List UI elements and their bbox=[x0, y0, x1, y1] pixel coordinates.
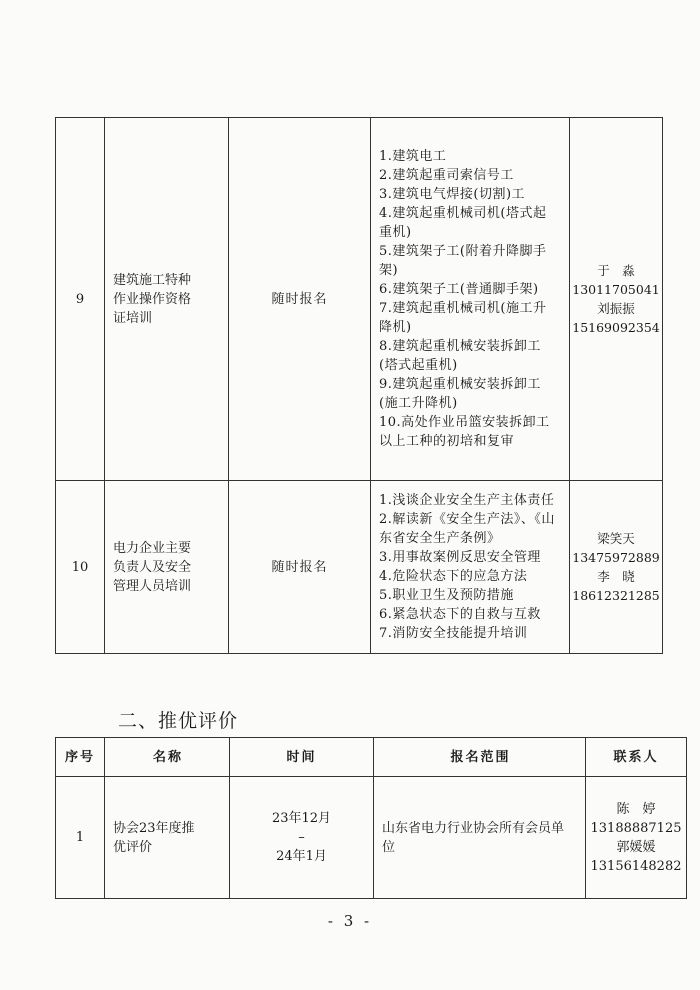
evaluation-time: 23年12月 – 24年1月 bbox=[230, 777, 374, 899]
evaluation-scope: 山东省电力行业协会所有会员单 位 bbox=[374, 777, 586, 899]
table-row bbox=[56, 118, 663, 481]
table-header-row bbox=[56, 738, 687, 777]
evaluation-name: 协会23年度推 优评价 bbox=[105, 777, 230, 899]
section-title: 二、推优评价 bbox=[118, 710, 239, 732]
course-content: 1.浅谈企业安全生产主体责任 2.解读新《安全生产法》、《山 东省安全生产条例》 3.用事故案例反思安全管理 4.危险状态下的应急方法 5.职业卫生及预防措施 6.紧急状态下的自救与互救 7.消防安全技能提升培训 bbox=[371, 481, 570, 654]
course-content: 1.建筑电工 2.建筑起重司索信号工 3.建筑电气焊接(切割)工 4.建筑起重机械司机(塔式起 重机) 5.建筑架子工(附着升降脚手 架) 6.建筑架子工(普通脚手架) 7.建筑起重机械司机(施工升 降机) 8.建筑起重机械安装拆卸工 (塔式起重机) 9.建筑起重机械安装拆卸工 (施工升降机) 10.高处作业吊篮安装拆卸工 以上工种的初培和复审 bbox=[371, 118, 570, 481]
contact-person: 于 淼 13011705041 刘振振 15169092354 bbox=[570, 118, 663, 481]
header-contact: 联系人 bbox=[586, 738, 687, 777]
course-name: 电力企业主要 负责人及安全 管理人员培训 bbox=[105, 481, 229, 654]
course-time: 随时报名 bbox=[229, 118, 371, 481]
header-scope: 报名范围 bbox=[374, 738, 586, 777]
contact-person: 陈 婷 13188887125 郭媛媛 13156148282 bbox=[586, 777, 687, 899]
course-time: 随时报名 bbox=[229, 481, 371, 654]
evaluation-table bbox=[55, 737, 687, 899]
table-row bbox=[56, 481, 663, 654]
table-row bbox=[56, 777, 687, 899]
row-number: 10 bbox=[56, 481, 105, 654]
row-number: 1 bbox=[56, 777, 105, 899]
training-table bbox=[55, 117, 663, 654]
header-time: 时间 bbox=[230, 738, 374, 777]
contact-person: 梁笑天 13475972889 李 晓 18612321285 bbox=[570, 481, 663, 654]
row-number: 9 bbox=[56, 118, 105, 481]
header-no: 序号 bbox=[56, 738, 105, 777]
header-name: 名称 bbox=[105, 738, 230, 777]
course-name: 建筑施工特种 作业操作资格 证培训 bbox=[105, 118, 229, 481]
page-number: - 3 - bbox=[327, 912, 373, 930]
